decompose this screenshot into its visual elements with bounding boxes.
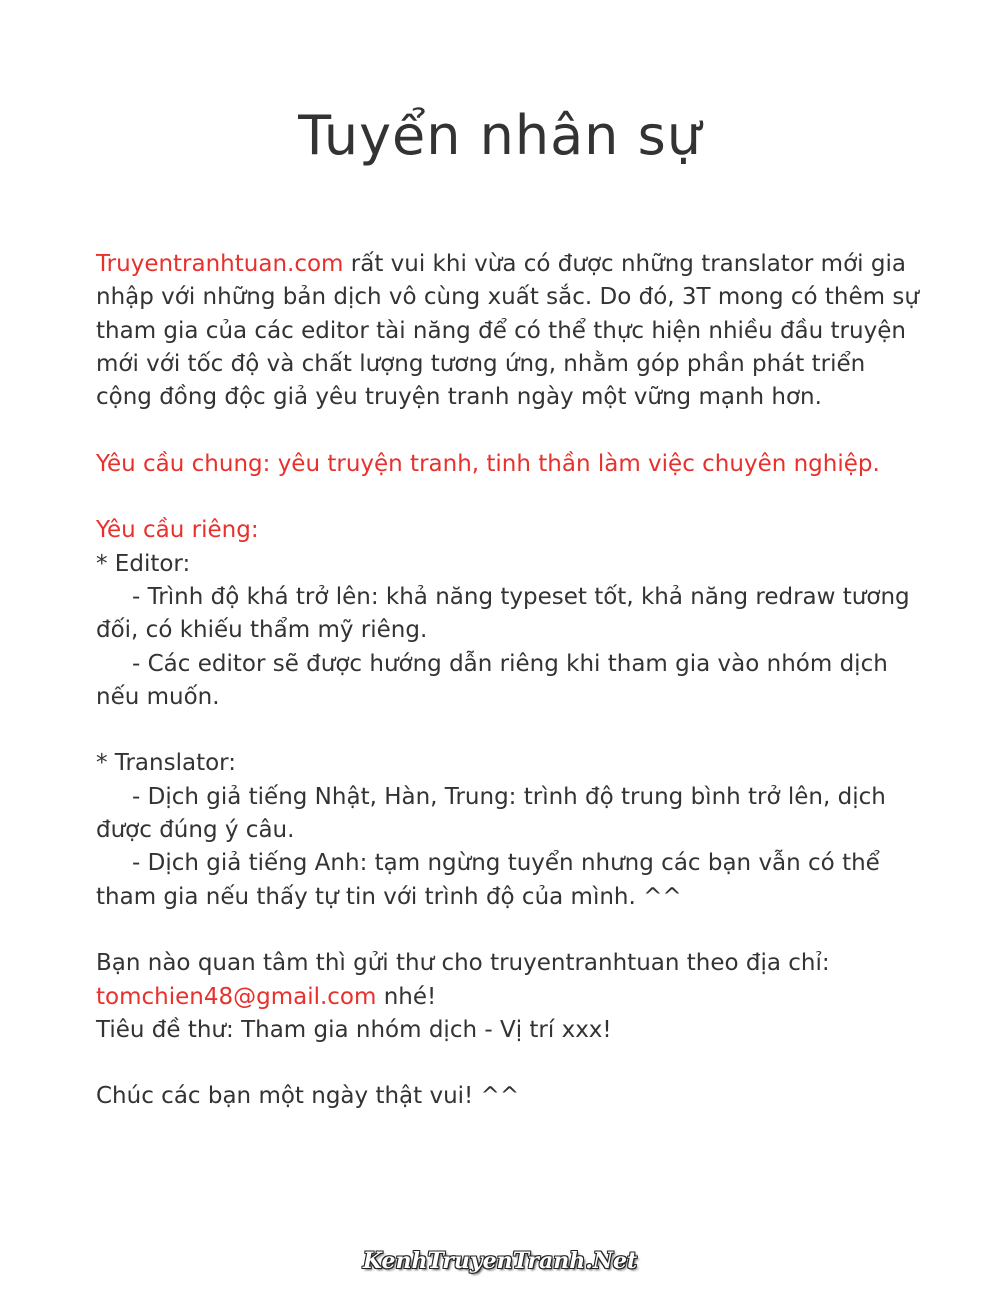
spacer <box>96 481 926 514</box>
contact-email-line <box>96 981 926 1014</box>
email-subject-line: Tiêu đề thư: Tham gia nhóm dịch - Vị trí xxx! <box>96 1016 612 1043</box>
closing-line: Chúc các bạn một ngày thật vui! ^^ <box>96 1083 520 1110</box>
email-link[interactable]: tomchien48@gmail.com <box>96 983 377 1010</box>
announcement-body <box>96 248 926 1114</box>
page-title: Tuyển nhân sự <box>298 104 702 167</box>
editor-requirement-item: - Các editor sẽ được hướng dẫn riêng khi tham gia vào nhóm dịch nếu muốn. <box>96 650 888 710</box>
intro-paragraph <box>96 248 926 414</box>
translator-label: * Translator: <box>96 750 236 777</box>
site-link[interactable]: Truyentranhtuan.com <box>96 251 344 277</box>
spacer <box>96 1047 926 1080</box>
specific-requirements-heading: Yêu cầu riêng: <box>96 517 259 544</box>
translator-requirement-item: - Dịch giả tiếng Nhật, Hàn, Trung: trình độ trung bình trở lên, dịch được đúng ý câu. <box>96 783 886 844</box>
intro-text: rất vui khi vừa có được những translator mới gia nhập với những bản dịch vô cùng xuất sắc. Do đó, 3T mong có thêm sự tham gia của các editor tài năng để có thể thực hiện nhiều đầu truyện mới với tốc độ và chất lượng tương ứng, nhằm góp phần phát triển cộng đồng độc giả yêu truyện tranh ngày một vững mạnh hơn. <box>96 251 919 411</box>
spacer <box>96 714 926 747</box>
translator-requirement-item: - Dịch giả tiếng Anh: tạm ngừng tuyển nhưng các bạn vẫn có thể tham gia nếu thấy tự tin với trình độ của mình. ^^ <box>96 850 880 910</box>
watermark-logo: KenhTruyenTranh.Net <box>362 1248 638 1274</box>
contact-line: Bạn nào quan tâm thì gửi thư cho truyentranhtuan theo địa chỉ: <box>96 950 830 977</box>
email-suffix: nhé! <box>376 983 437 1010</box>
editor-label: * Editor: <box>96 550 191 577</box>
editor-requirement-item: - Trình độ khá trở lên: khả năng typeset tốt, khả năng redraw tương đối, có khiếu thẩm mỹ riêng. <box>96 583 910 644</box>
general-requirements: Yêu cầu chung: yêu truyện tranh, tinh thần làm việc chuyên nghiệp. <box>96 450 880 477</box>
spacer <box>96 914 926 947</box>
spacer <box>96 414 926 447</box>
